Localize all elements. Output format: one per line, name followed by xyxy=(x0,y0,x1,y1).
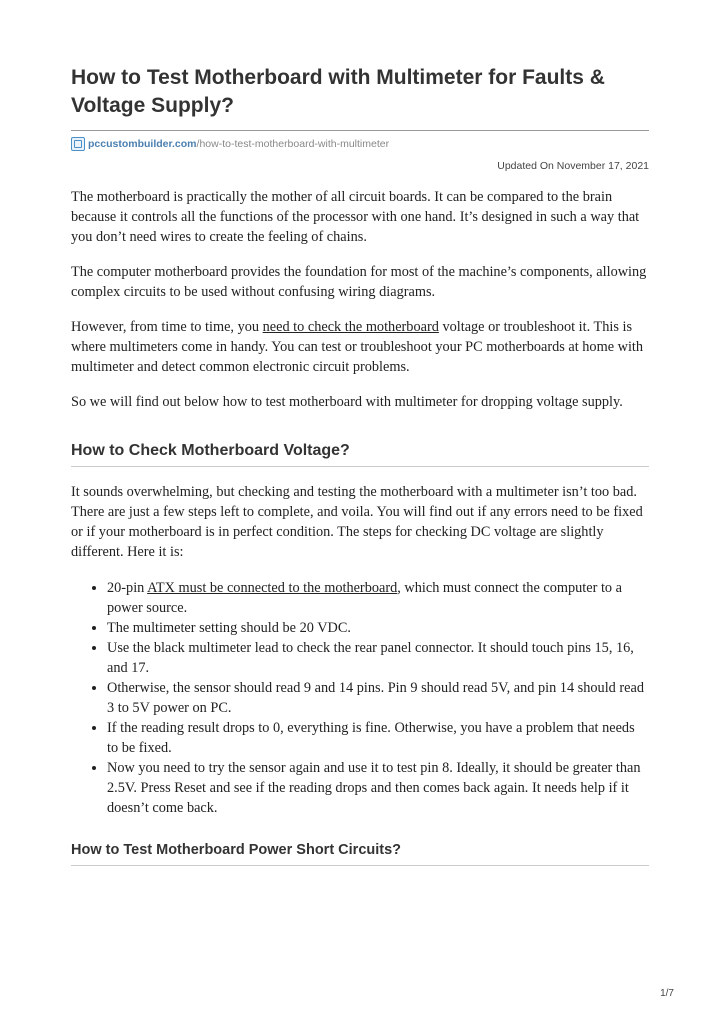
updated-date: Updated On November 17, 2021 xyxy=(497,160,649,172)
list-item-text-b: , which must connect the computer to a power source. xyxy=(107,580,622,616)
atx-connection-link[interactable]: ATX must be connected to the motherboard xyxy=(147,580,398,596)
steps-list xyxy=(71,578,649,818)
list-item: • The multimeter setting should be 20 VDC. xyxy=(107,618,649,638)
list-item-text-a: 20-pin xyxy=(107,580,148,596)
source-line xyxy=(71,137,649,151)
list-item: • Now you need to try the sensor again and use it to test pin 8. Ideally, it should be greater than 2.5V. Press Reset and see if the reading drops and then comes back again. It needs help if it doesn’t come back. xyxy=(107,758,649,818)
intro-paragraph-1: The motherboard is practically the mother of all circuit boards. It can be compared to the brain because it controls all the functions of the processor with one hand. It’s designed in such a way that you don’t need wires to create the feeling of chains. xyxy=(71,189,640,245)
list-item xyxy=(107,578,649,618)
check-motherboard-link[interactable]: need to check the motherboard xyxy=(262,319,439,335)
section-divider xyxy=(71,865,649,866)
list-item: • If the reading result drops to 0, everything is fine. Otherwise, you have a problem that needs to be fixed. xyxy=(107,718,649,758)
title-divider xyxy=(71,130,649,131)
intro-paragraph-2: The computer motherboard provides the foundation for most of the machine’s components, allowing complex circuits to be used without confusing wiring diagrams. xyxy=(71,264,647,300)
page-title: How to Test Motherboard with Multimeter for Faults & Voltage Supply? xyxy=(71,66,605,117)
section-divider xyxy=(71,466,649,467)
source-domain[interactable]: pccustombuilder.com xyxy=(88,138,197,150)
section-heading-voltage: How to Check Motherboard Voltage? xyxy=(71,442,350,459)
section-paragraph-1: It sounds overwhelming, but checking and testing the motherboard with a multimeter isn’t too bad. There are just a few steps left to complete, and voila. You will find out if any errors need to be fixed or if your motherboard is in perfect condition. The steps for checking DC voltage are slightly different. Here it is: xyxy=(71,484,643,560)
list-item: • Otherwise, the sensor should read 9 and 14 pins. Pin 9 should read 5V, and pin 14 should read 3 to 5V power on PC. xyxy=(107,678,649,718)
document-page xyxy=(71,0,649,866)
intro-paragraph-3-text-a: However, from time to time, you xyxy=(71,319,263,335)
intro-paragraph-3 xyxy=(71,317,649,377)
source-path[interactable]: /how-to-test-motherboard-with-multimeter xyxy=(196,138,390,150)
intro-paragraph-3-text-b: voltage or troubleshoot it. This is where multimeters come in handy. You can test or troubleshoot your PC motherboards at home with multimeter and detect common electronic circuit problems. xyxy=(71,319,644,375)
list-item: • Use the black multimeter lead to check the rear panel connector. It should touch pins 15, 16, and 17. xyxy=(107,638,649,678)
intro-paragraph-4: So we will find out below how to test motherboard with multimeter for dropping voltage supply. xyxy=(71,394,623,410)
site-favicon-icon xyxy=(71,137,85,151)
section-heading-short-circuits: How to Test Motherboard Power Short Circuits? xyxy=(71,842,402,858)
page-number: 1/7 xyxy=(660,988,674,999)
